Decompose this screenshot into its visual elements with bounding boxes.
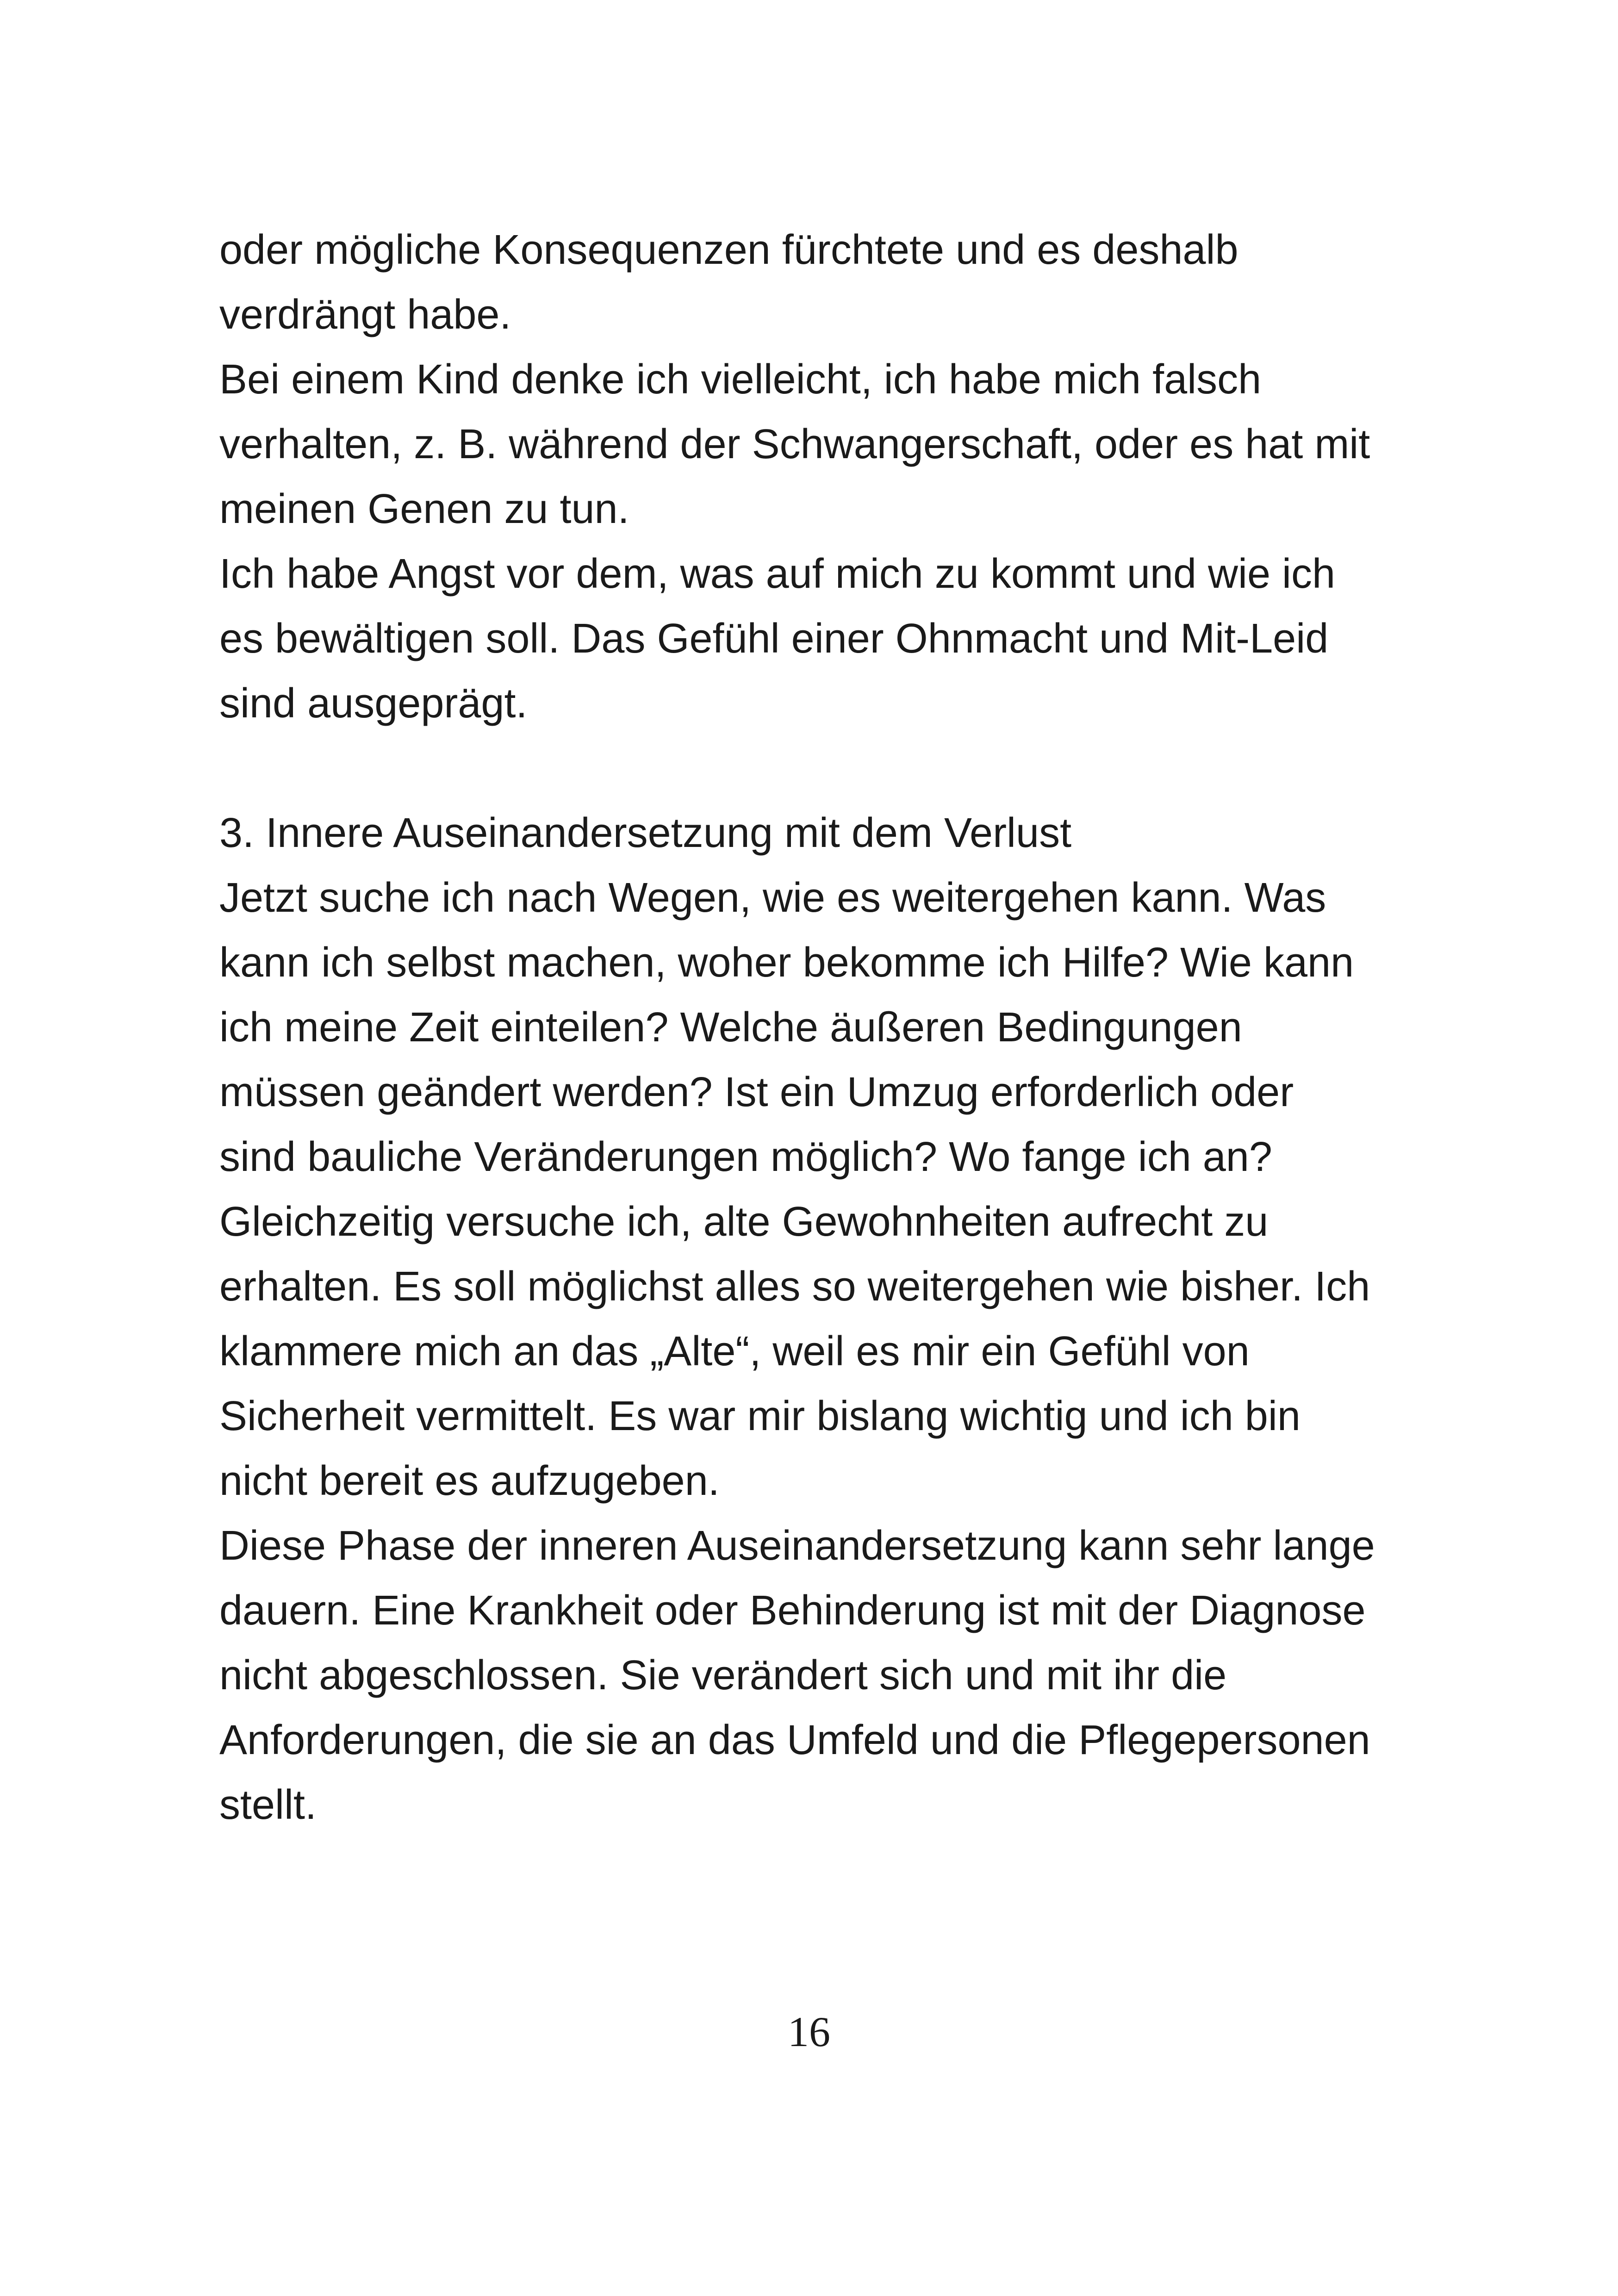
text-line: oder mögliche Konsequenzen fürchtete und es deshalb xyxy=(219,227,1238,273)
text-line: sind ausgeprägt. xyxy=(219,680,528,727)
text-line: Sicherheit vermittelt. Es war mir bislang wichtig und ich bin xyxy=(219,1393,1301,1439)
text-line: nicht bereit es aufzugeben. xyxy=(219,1458,720,1504)
text-line: Bei einem Kind denke ich vielleicht, ich habe mich falsch xyxy=(219,356,1262,403)
text-line: verdrängt habe. xyxy=(219,292,511,338)
body-text xyxy=(219,218,1432,1837)
text-line: müssen geändert werden? Ist ein Umzug erforderlich oder xyxy=(219,1069,1294,1115)
text-line: kann ich selbst machen, woher bekomme ich Hilfe? Wie kann xyxy=(219,940,1354,986)
text-line: Anforderungen, die sie an das Umfeld und die Pflegepersonen xyxy=(219,1717,1370,1763)
text-line: sind bauliche Veränderungen möglich? Wo fange ich an? xyxy=(219,1134,1272,1180)
text-line: es bewältigen soll. Das Gefühl einer Ohnmacht und Mit-Leid xyxy=(219,616,1329,662)
text-line: klammere mich an das „Alte“, weil es mir ein Gefühl von xyxy=(219,1328,1250,1375)
text-line: Jetzt suche ich nach Wegen, wie es weitergehen kann. Was xyxy=(219,875,1326,921)
text-line: verhalten, z. B. während der Schwangerschaft, oder es hat mit xyxy=(219,421,1370,467)
page-number: 16 xyxy=(788,2008,830,2055)
text-line: erhalten. Es soll möglichst alles so weitergehen wie bisher. Ich xyxy=(219,1263,1370,1310)
text-line: nicht abgeschlossen. Sie verändert sich und mit ihr die xyxy=(219,1652,1227,1699)
text-line: Gleichzeitig versuche ich, alte Gewohnheiten aufrecht zu xyxy=(219,1199,1269,1245)
text-line: stellt. xyxy=(219,1782,317,1828)
paragraph-gap xyxy=(219,736,1432,801)
text-line: ich meine Zeit einteilen? Welche äußeren Bedingungen xyxy=(219,1004,1242,1051)
text-line: Ich habe Angst vor dem, was auf mich zu kommt und wie ich xyxy=(219,551,1336,597)
text-line: Diese Phase der inneren Auseinandersetzung kann sehr lange xyxy=(219,1523,1375,1569)
section-heading: 3. Innere Auseinandersetzung mit dem Verlust xyxy=(219,810,1072,856)
text-line: dauern. Eine Krankheit oder Behinderung ist mit der Diagnose xyxy=(219,1587,1366,1634)
text-line: meinen Genen zu tun. xyxy=(219,486,629,532)
